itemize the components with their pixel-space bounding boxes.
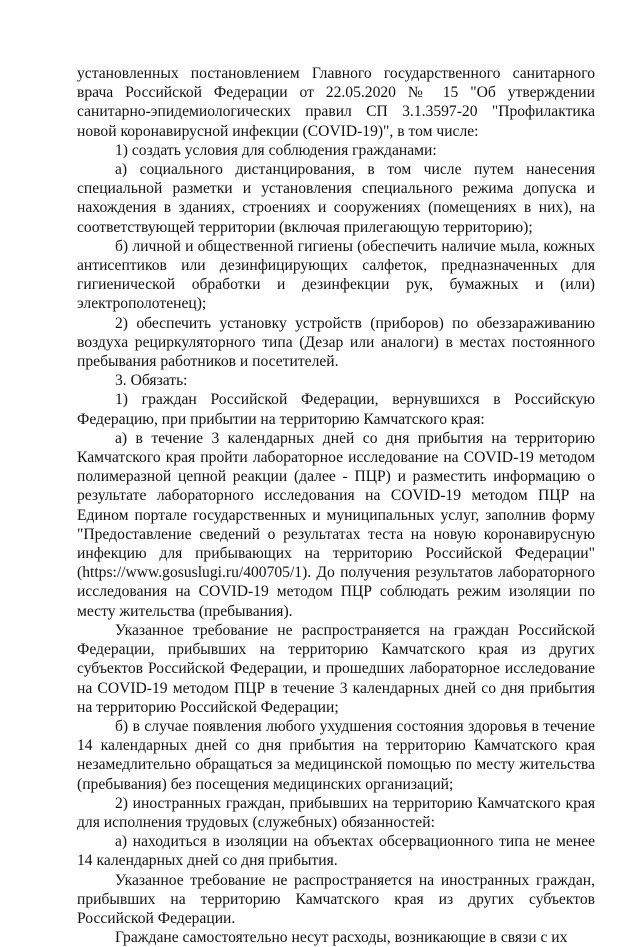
paragraph: 2) обеспечить установку устройств (приборов) по обеззараживанию воздуха рециркуляторного типа (Дезар или аналоги) в местах постоянного пребывания работников и посетителей. <box>77 314 595 371</box>
paragraph: б) личной и общественной гигиены (обеспечить наличие мыла, кожных антисептиков или дезинфицирующих салфеток, предназначенных для гигиенической обработки и дезинфекции рук, бумажных и (или) электрополотенец); <box>77 237 595 313</box>
paragraph: Указанное требование не распространяется на иностранных граждан, прибывших на территорию Камчатского края из других субъектов Российской Федерации. <box>77 871 595 927</box>
paragraph: а) находиться в изоляции на объектах обсервационного типа не менее 14 календарных дней со дня прибытия. <box>77 833 595 870</box>
paragraph: 1) граждан Российской Федерации, вернувшихся в Российскую Федерацию, при прибытии на территорию Камчатского края: <box>77 391 595 428</box>
paragraph: установленных постановлением Главного государственного санитарного врача Российской Федерации от 22.05.2020 № 15 "Об утверждении санитарно-эпидемиологических правил СП 3.1.3597-20 "Профилактика новой коронавирусной инфекции (COVID-19)", в том числе: <box>77 65 595 140</box>
paragraph: Указанное требование не распространяется на граждан Российской Федерации, прибывших на территорию Камчатского края из других субъектов Российской Федерации, и прошедших лабораторное исследование на COVID-19 методом ПЦР в течение 3 календарных дней со дня прибытия на территорию Российской Федерации; <box>77 621 595 716</box>
paragraph: а) в течение 3 календарных дней со дня прибытия на территорию Камчатского края пройти лабораторное исследование на COVID-19 методом полимеразной цепной реакции (далее - ПЦР) и разместить информацию о результате лабораторного исследования на COVID-19 методом ПЦР на Едином портале государственных и муниципальных услуг, заполнив форму "Предоставление сведений о результатах теста на новую коронавирусную инфекцию для прибывающих на территорию Российской Федерации" (https://www.gosuslugi.ru/400705/1). До получения результатов лабораторного исследования на COVID-19 методом ПЦР соблюдать режим изоляции по месту жительства (пребывания). <box>77 429 595 620</box>
paragraph: б) в случае появления любого ухудшения состояния здоровья в течение 14 календарных дней со дня прибытия на территорию Камчатского края незамедлительно обращаться за медицинской помощью по месту жительства (пребывания) без посещения медицинских организаций; <box>77 717 595 793</box>
paragraph: 1) создать условия для соблюдения гражданами: <box>115 141 437 159</box>
paragraph: а) социального дистанцирования, в том числе путем нанесения специальной разметки и установления специального режима допуска и нахождения в зданиях, строениях и сооружениях (помещениях в них), на соответствующей территории (включая прилегающую территорию); <box>77 161 595 236</box>
paragraph: Граждане самостоятельно несут расходы, возникающие в связи с их <box>115 929 568 947</box>
document-body <box>77 64 595 947</box>
paragraph: 3. Обязать: <box>115 372 188 390</box>
paragraph: 2) иностранных граждан, прибывших на территорию Камчатского края для исполнения трудовых (служебных) обязанностей: <box>77 794 595 831</box>
